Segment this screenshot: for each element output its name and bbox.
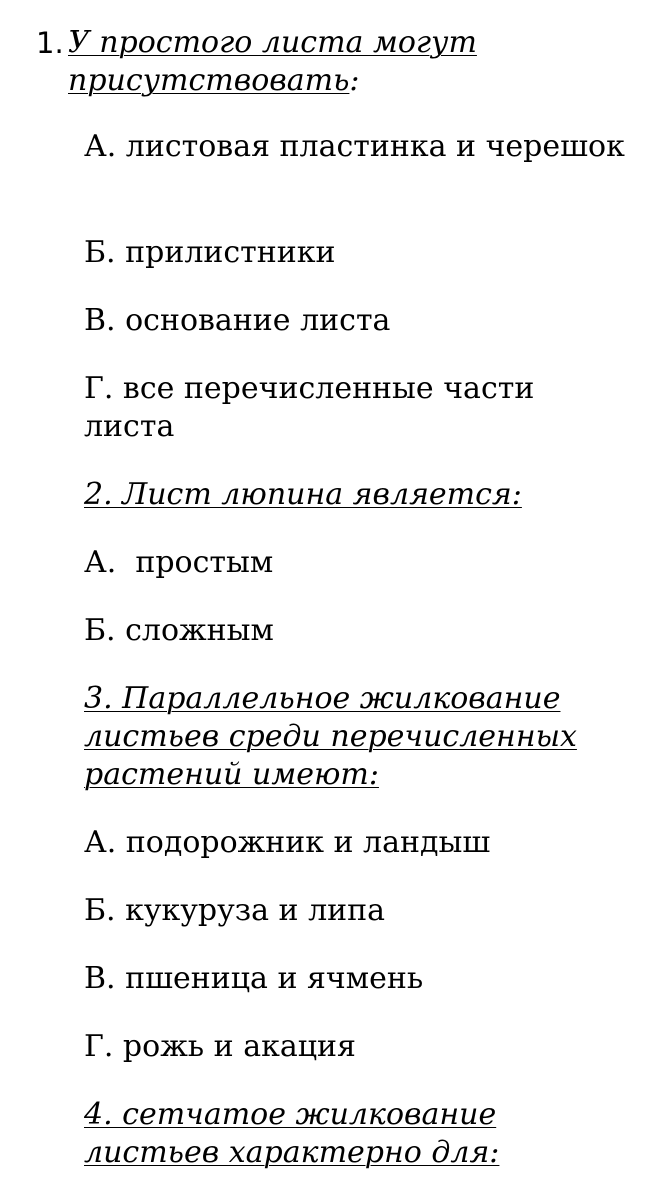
question-2-option-a: А. простым — [84, 545, 274, 580]
question-1-option-a: А. листовая пластинка и черешок — [84, 129, 625, 164]
question-3-option-a: А. подорожник и ландыш — [84, 825, 491, 860]
question-1-number: 1. — [36, 26, 64, 60]
question-1-prompt-wrapper — [68, 24, 518, 100]
question-3-option-c: В. пшеница и ячмень — [84, 961, 424, 996]
question-1-option-d: Г. все перечисленные части листа — [84, 371, 535, 444]
question-2-prompt: 2. Лист люпина является: — [84, 477, 522, 512]
question-4-prompt: 4. сетчатое жилкование листьев характерно для: — [84, 1097, 500, 1170]
question-1-option-c: В. основание листа — [84, 303, 391, 338]
question-3-prompt: 3. Параллельное жилкование листьев среди перечисленных растений имеют: — [84, 681, 577, 792]
question-1-option-b: Б. прилистники — [84, 235, 336, 270]
question-1-prompt-suffix: : — [349, 63, 360, 98]
question-3-option-b: Б. кукуруза и липа — [84, 893, 386, 928]
question-1-prompt: У простого листа могут присутствовать — [68, 25, 477, 98]
question-3-option-d: Г. рожь и акация — [84, 1029, 356, 1064]
question-2-option-b: Б. сложным — [84, 613, 274, 648]
